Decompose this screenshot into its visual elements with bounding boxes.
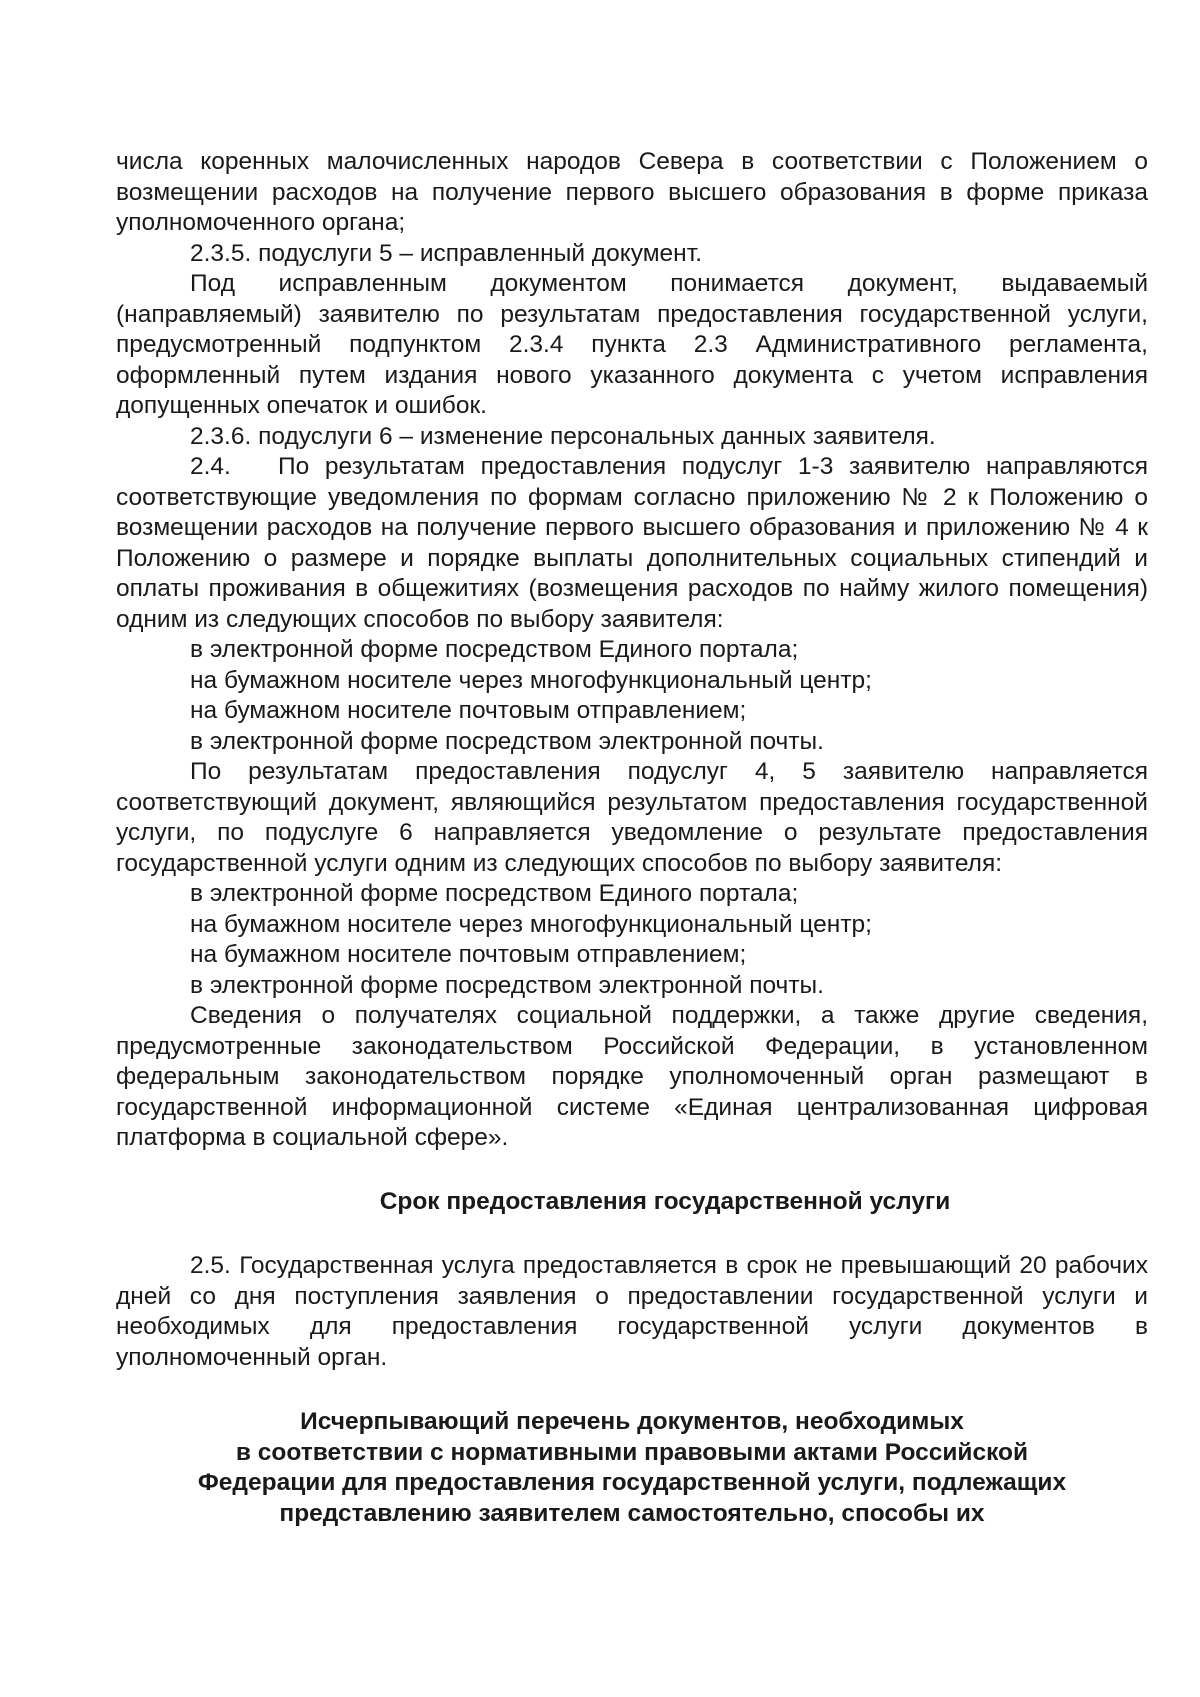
paragraph-p4: 2.3.6. подуслуги 6 – изменение персональных данных заявителя. bbox=[190, 422, 936, 450]
list-item-p11: в электронной форме посредством Единого портала; bbox=[190, 880, 799, 907]
paragraph-p3: Под исправленным документом понимается документ, выдаваемый (направляемый) заявителю по результатам предоставления государственной услуги, предусмотренный подпунктом 2.3.4 пункта 2.3 Административного регламента, оформленный путем издания нового указанного документа с учетом исправления допущенных опечаток и ошибок. bbox=[116, 270, 1148, 419]
paragraph-p15: Сведения о получателях социальной поддержки, а также другие сведения, предусмотренные законодательством Российской Федерации, в установленном федеральным законодательством порядке уполномоченный орган размещают в государственной информационной системе «Единая централизованная цифровая платформа в социальной сфере». bbox=[116, 1002, 1148, 1151]
list-item-p13: на бумажном носителе почтовым отправлением; bbox=[190, 941, 747, 968]
list-item-p9: в электронной форме посредством электронной почты. bbox=[190, 727, 824, 755]
list-item-p8: на бумажном носителе почтовым отправлением; bbox=[190, 697, 747, 724]
paragraph-p2: 2.3.5. подуслуги 5 – исправленный документ. bbox=[190, 239, 703, 267]
list-item-p7: на бумажном носителе через многофункциональный центр; bbox=[190, 666, 872, 694]
paragraph-p5: 2.4. По результатам предоставления подуслуг 1-3 заявителю направляются соответствующие уведомления по формам согласно приложению № 2 к Положению о возмещении расходов на получение первого высшего образования и приложению № 4 к Положению о размере и порядке выплаты дополнительных социальных стипендий и оплаты проживания в общежитиях (возмещения расходов по найму жилого помещения) одним из следующих способов по выбору заявителя: bbox=[116, 453, 1155, 633]
heading-line-2: в соответствии с нормативными правовыми актами Российской bbox=[235, 1438, 1029, 1466]
heading-line-1: Исчерпывающий перечень документов, необходимых bbox=[300, 1408, 964, 1435]
heading-line-4: представлению заявителем самостоятельно, способы их bbox=[279, 1499, 985, 1527]
list-item-p14: в электронной форме посредством электронной почты. bbox=[190, 971, 824, 999]
section-heading-service-term: Срок предоставления государственной услуги bbox=[379, 1187, 951, 1215]
list-item-p6: в электронной форме посредством Единого портала; bbox=[190, 636, 799, 663]
paragraph-p16: 2.5. Государственная услуга предоставляется в срок не превышающий 20 рабочих дней со дня поступления заявления о предоставлении государственной услуги и необходимых для предоставления государственной услуги документов в уполномоченный орган. bbox=[116, 1252, 1148, 1371]
section-heading-documents-list bbox=[116, 1407, 1148, 1529]
paragraph-p10: По результатам предоставления подуслуг 4, 5 заявителю направляется соответствующий документ, являющийся результатом предоставления государственной услуги, по подуслуге 6 направляется уведомление о результате предоставления государственной услуги одним из следующих способов по выбору заявителя: bbox=[116, 758, 1148, 877]
paragraph-p1: числа коренных малочисленных народов Севера в соответствии с Положением о возмещении расходов на получение первого высшего образования в форме приказа уполномоченного органа; bbox=[116, 148, 1148, 236]
heading-line-3: Федерации для предоставления государственной услуги, подлежащих bbox=[197, 1469, 1067, 1496]
document-page bbox=[116, 147, 1155, 1529]
list-item-p12: на бумажном носителе через многофункциональный центр; bbox=[190, 910, 872, 938]
